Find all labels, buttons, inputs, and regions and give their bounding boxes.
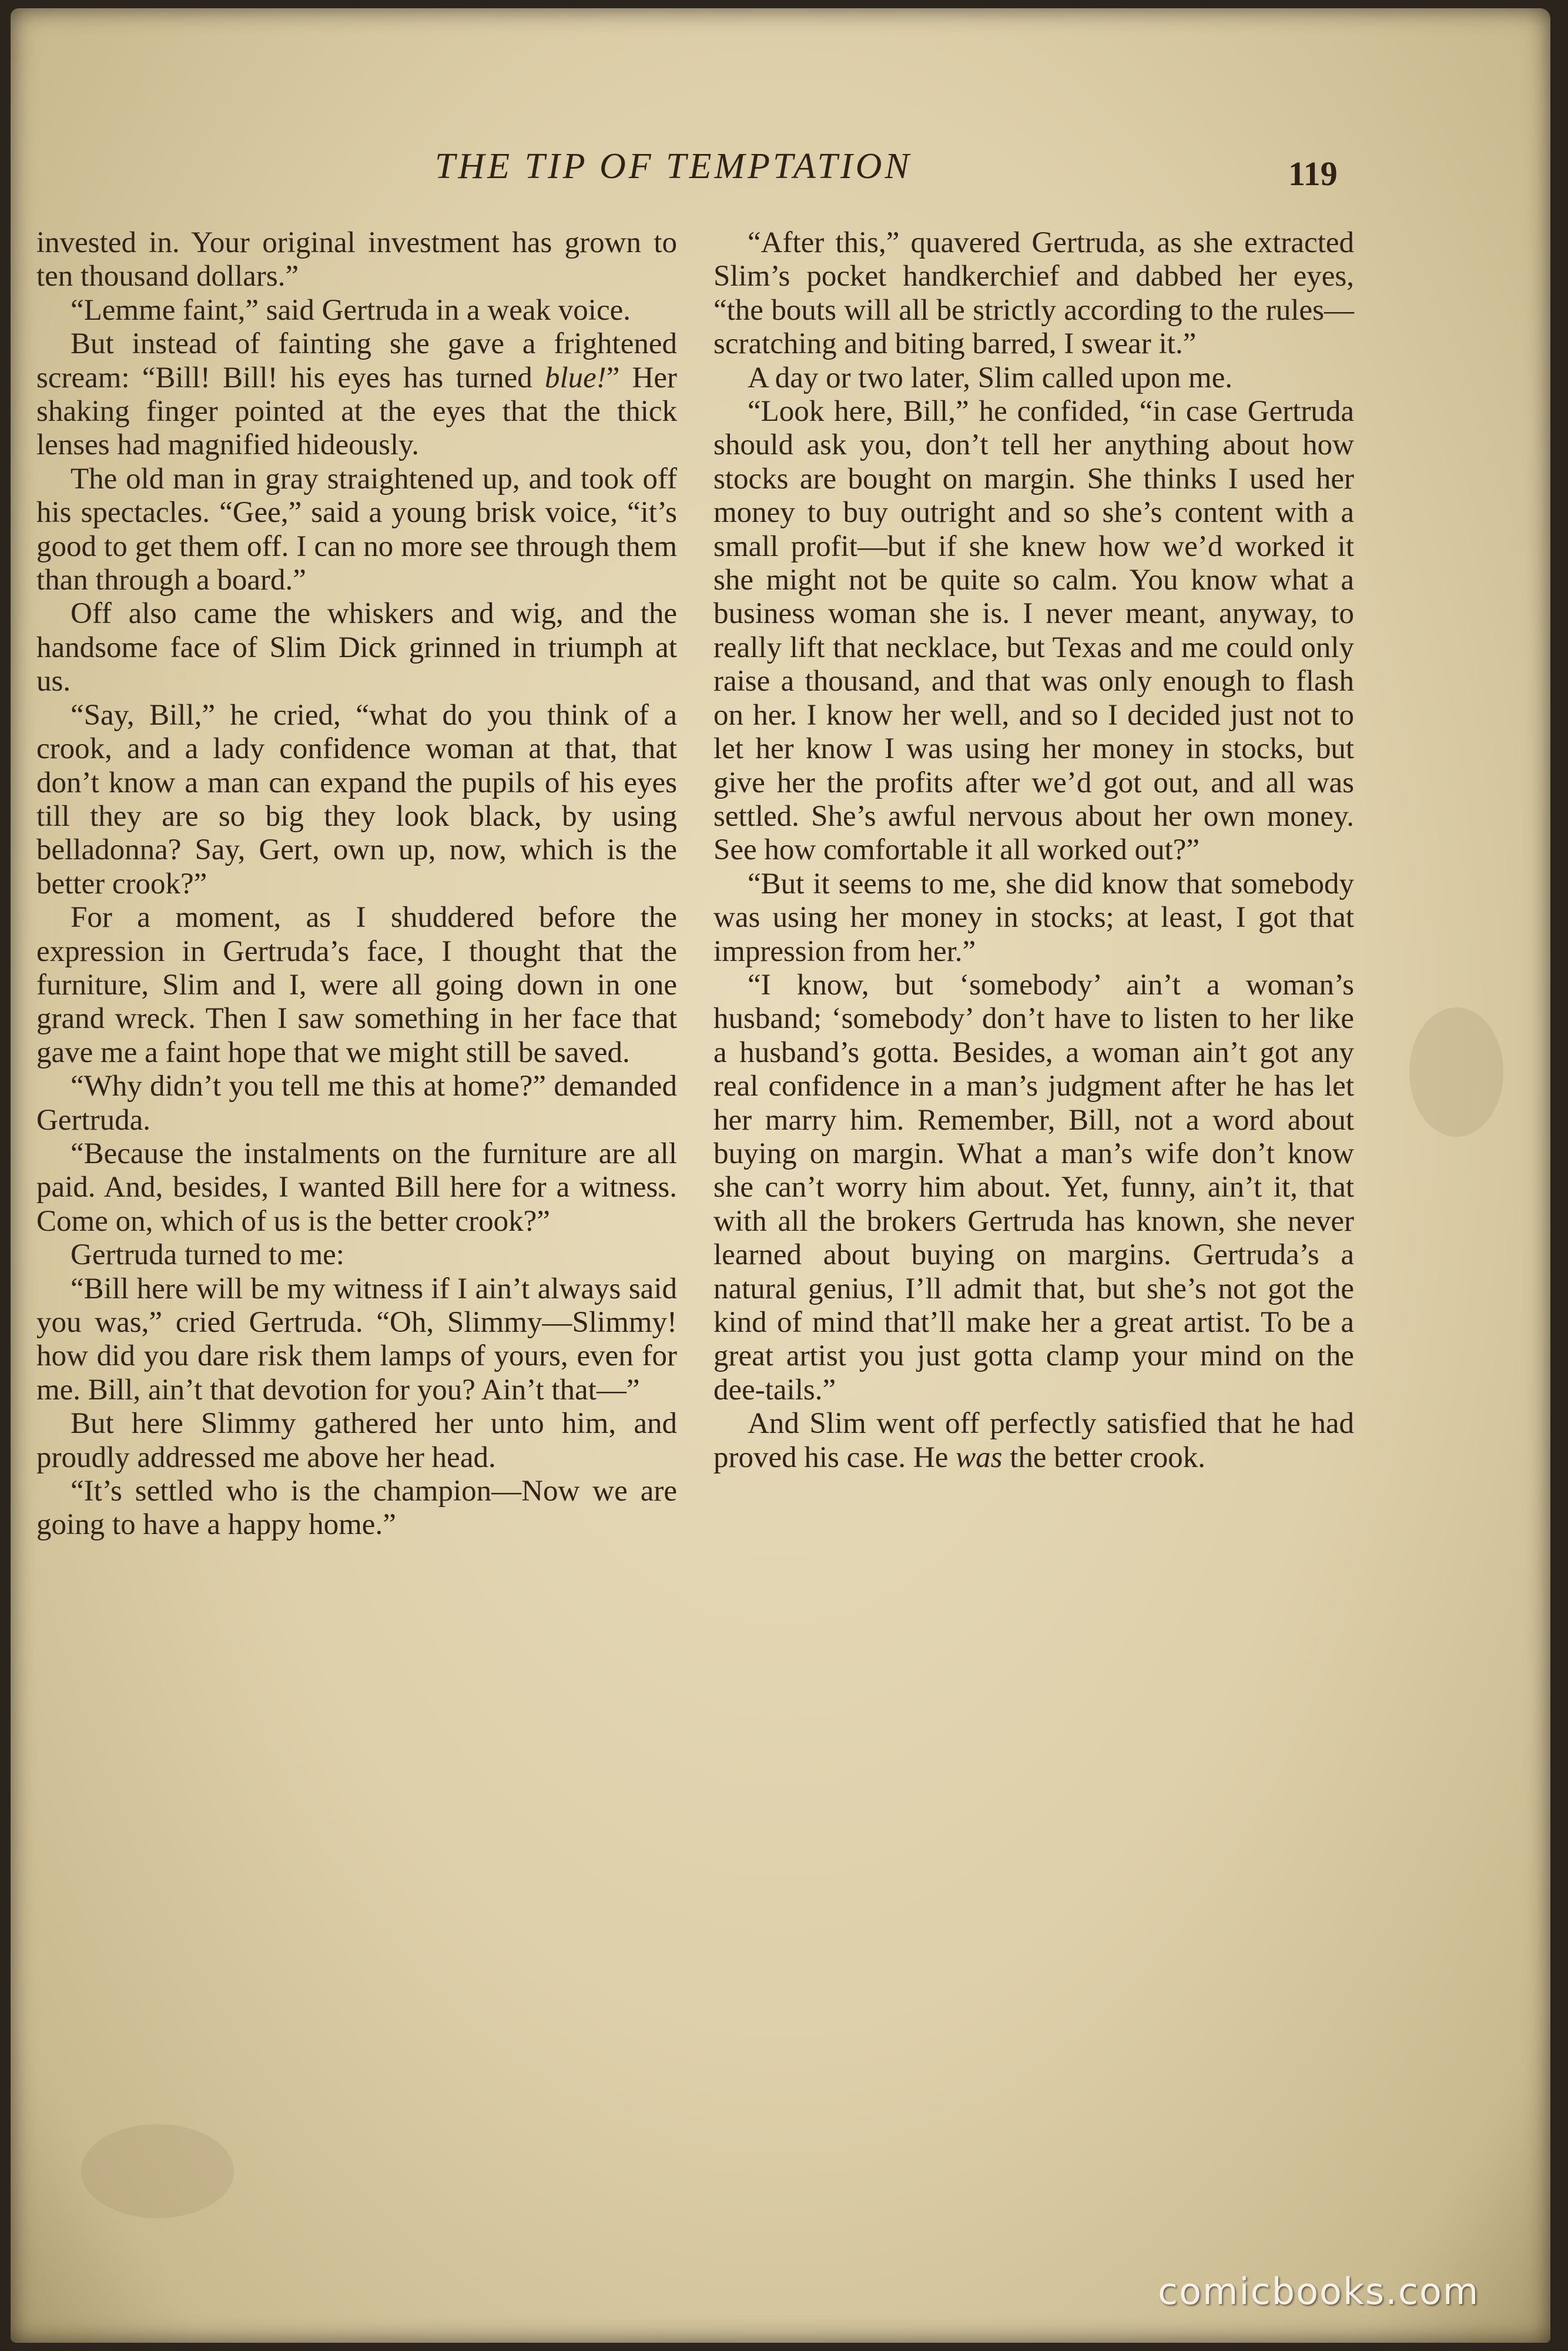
- paragraph: “Bill here will be my witness if I ain’t always said you was,” cried Gertruda. “Oh, Slimmy—Slimmy! how did you dare risk them lamps of yours, even for me. Bill, ain’t that devotion for you? Ain’t that—”: [36, 1272, 677, 1406]
- paper-stain: [81, 2124, 234, 2218]
- paragraph: Gertruda turned to me:: [71, 1238, 344, 1272]
- page-number: 119: [1288, 155, 1338, 193]
- text-run: ” Her shaking finger pointed at the eyes that the thick lenses had magnified hideously.: [36, 361, 678, 462]
- site-watermark: comicbooks.com: [1158, 2270, 1480, 2313]
- paragraph: “Because the instalments on the furniture are all paid. And, besides, I wanted Bill here for a witness. Come on, which of us is the better crook?”: [36, 1137, 677, 1238]
- left-text-column: [36, 226, 677, 1542]
- paragraph: “But it seems to me, she did know that somebody was using her money in stocks; at least, I got that impression from her.”: [713, 867, 1354, 968]
- text-run: But instead of fainting she gave a frightened scream: “Bill! Bill! his eyes has turned: [36, 327, 677, 394]
- paragraph: But here Slimmy gathered her unto him, and proudly addressed me above her head.: [36, 1407, 677, 1474]
- italic-text: blue!: [544, 361, 607, 394]
- paragraph: “Why didn’t you tell me this at home?” demanded Gertruda.: [36, 1070, 677, 1137]
- paragraph: “I know, but ‘somebody’ ain’t a woman’s husband; ‘somebody’ don’t have to listen to her like a husband’s gotta. Besides, a woman ain’t got any real confidence in a man’s judgment after he has let her marry him. Remember, Bill, not a word about buying on margin. What a man’s wife don’t know she can’t worry him about. Yet, funny, ain’t it, that with all the brokers Gertruda has known, she never learned about buying on margins. Gertruda’s a natural genius, I’ll admit that, but she’s not got the kind of mind that’ll make her a great artist. To be a great artist you just gotta clamp your mind on the dee-tails.”: [713, 968, 1354, 1406]
- paragraph: “Say, Bill,” he cried, “what do you think of a crook, and a lady confidence woman at that, that don’t know a man can expand the pupils of his eyes till they are so big they look black, by using belladonna? Say, Gert, own up, now, which is the better crook?”: [36, 698, 677, 900]
- paragraph: A day or two later, Slim called upon me.: [748, 361, 1233, 394]
- paragraph: “It’s settled who is the champion—Now we are going to have a happy home.”: [36, 1475, 677, 1542]
- paragraph: “Lemme faint,” said Gertruda in a weak voice.: [71, 293, 631, 327]
- paragraph: The old man in gray straightened up, and took off his spectacles. “Gee,” said a young brisk voice, “it’s good to get them off. I can no more see through them than through a board.”: [36, 462, 677, 597]
- paragraph: [713, 1407, 1354, 1475]
- italic-text: was: [956, 1441, 1003, 1474]
- paragraph: Off also came the whiskers and wig, and the handsome face of Slim Dick grinned in triumph at us.: [36, 597, 677, 698]
- paragraph: “After this,” quavered Gertruda, as she extracted Slim’s pocket handkerchief and dabbed her eyes, “the bouts will all be strictly according to the rules—scratching and biting barred, I swear it.”: [713, 226, 1354, 361]
- right-text-column: [713, 226, 1354, 1475]
- paragraph: “Look here, Bill,” he confided, “in case Gertruda should ask you, don’t tell her anything about how stocks are bought on margin. She thinks I used her money to buy outright and so she’s content with a small profit—but if she knew how we’d worked it she might not be quite so calm. You know what a business woman she is. I never meant, anyway, to really lift that necklace, but Texas and me could only raise a thousand, and that was only enough to flash on her. I know her well, and so I decided just not to let her know I was using her money in stocks, but give her the profits after we’d got out, and all was settled. She’s awful nervous about her own money. See how comfortable it all worked out?”: [713, 395, 1354, 867]
- text-run: the better crook.: [1002, 1441, 1206, 1474]
- page-header: [0, 0, 1568, 235]
- running-title: THE TIP OF TEMPTATION: [435, 146, 912, 186]
- paragraph: [36, 327, 677, 463]
- text-run: And Slim went off perfectly satisfied that he had proved his case. He: [713, 1407, 1354, 1474]
- paper-stain: [1409, 1007, 1503, 1137]
- paragraph: For a moment, as I shuddered before the expression in Gertruda’s face, I thought that the furniture, Slim and I, were all going down in one grand wreck. Then I saw something in her face that gave me a faint hope that we might still be saved.: [36, 901, 677, 1069]
- paragraph: invested in. Your original investment has grown to ten thousand dollars.”: [36, 226, 677, 293]
